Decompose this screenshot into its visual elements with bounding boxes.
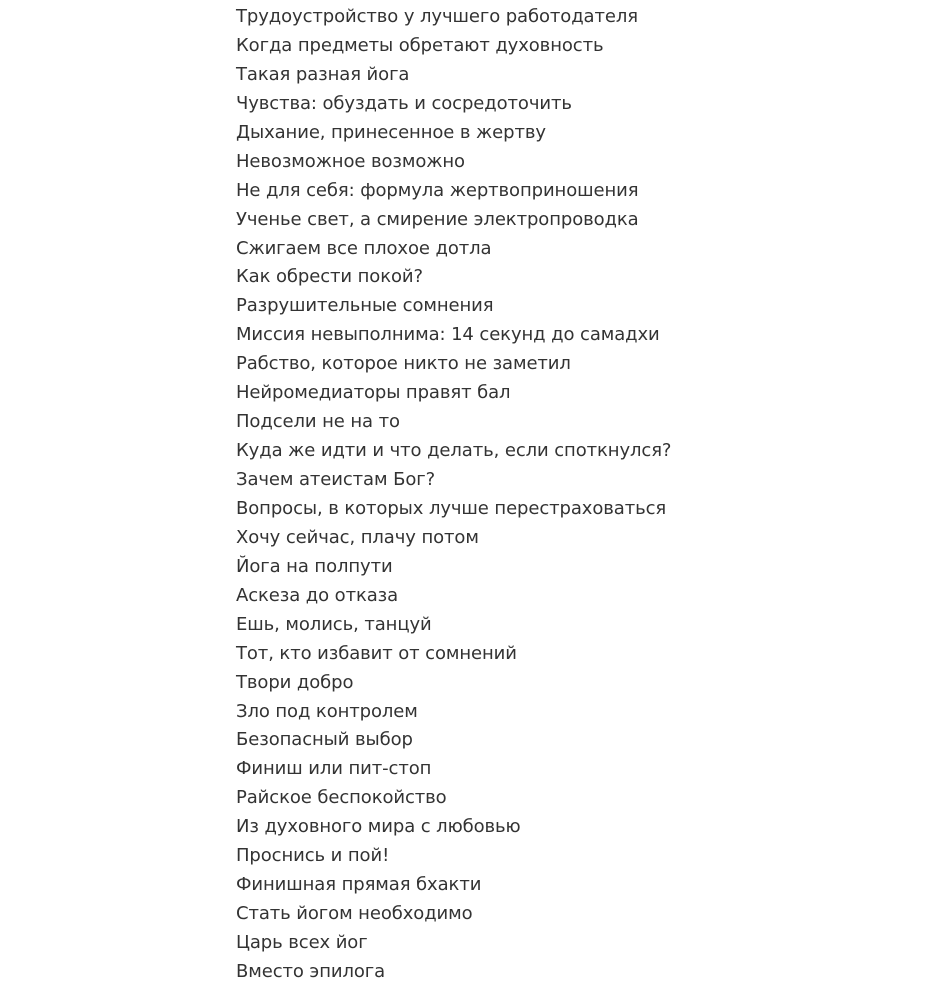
table-of-contents: [236, 3, 671, 987]
toc-item: Безопасный выбор: [236, 729, 413, 751]
toc-item: Как обрести покой?: [236, 266, 423, 288]
toc-item: Зло под контролем: [236, 700, 418, 722]
toc-item: Вопросы, в которых лучше перестраховаться: [236, 497, 667, 519]
toc-item: Такая разная йога: [236, 63, 410, 85]
toc-item: Не для себя: формула жертвоприношения: [236, 179, 639, 201]
toc-item: Тот, кто избавит от сомнений: [236, 642, 517, 664]
toc-item: Йога на полпути: [236, 555, 393, 577]
toc-item: Из духовного мира с любовью: [236, 816, 521, 838]
toc-item: Невозможное возможно: [236, 150, 465, 172]
toc-item: Ешь, молись, танцуй: [236, 613, 432, 635]
toc-item: Финишная прямая бхакти: [236, 874, 482, 896]
toc-item: Разрушительные сомнения: [236, 295, 494, 317]
toc-item: Стать йогом необходимо: [236, 903, 473, 925]
toc-item: Хочу сейчас, плачу потом: [236, 526, 479, 548]
toc-item: Нейромедиаторы правят бал: [236, 382, 511, 404]
toc-item: Сжигаем все плохое дотла: [236, 237, 492, 259]
toc-item: Чувства: обуздать и сосредоточить: [236, 92, 572, 114]
toc-item: Царь всех йог: [236, 932, 368, 953]
toc-item: Проснись и пой!: [236, 845, 390, 867]
toc-item: Трудоустройство у лучшего работодателя: [236, 6, 638, 27]
toc-item: Ученье свет, а смирение электропроводка: [236, 208, 639, 230]
toc-item: Куда же идти и что делать, если споткнулся?: [236, 440, 672, 462]
toc-item: Твори добро: [236, 671, 354, 693]
toc-item: Вместо эпилога: [236, 960, 386, 982]
toc-item: Миссия невыполнима: 14 секунд до самадхи: [236, 324, 660, 346]
toc-item: Райское беспокойство: [236, 787, 447, 809]
toc-item: Финиш или пит-стоп: [236, 758, 432, 780]
toc-item: Когда предметы обретают духовность: [236, 34, 604, 56]
toc-item: Аскеза до отказа: [236, 584, 399, 606]
toc-item: Рабство, которое никто не заметил: [236, 353, 571, 375]
toc-item: Дыхание, принесенное в жертву: [236, 121, 546, 143]
toc-item: Зачем атеистам Бог?: [236, 469, 436, 490]
toc-item: Подсели не на то: [236, 411, 400, 433]
